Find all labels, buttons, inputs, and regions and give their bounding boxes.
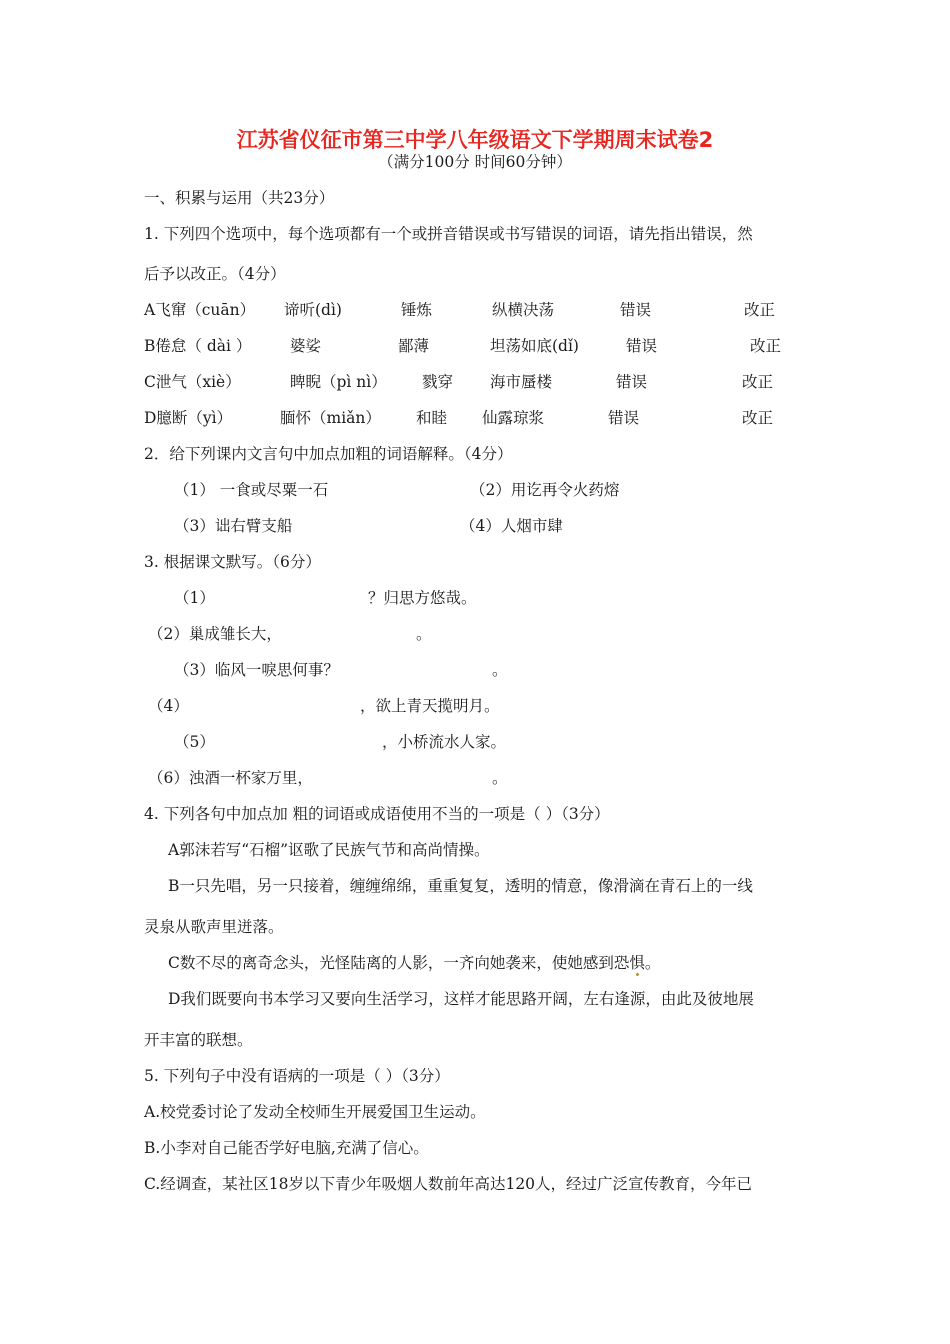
q3-item-2-end: 。 — [416, 625, 432, 643]
q1-option-d-word3: 和睦 — [416, 409, 448, 427]
q1-stem-line2: 后予以改正。（4分） — [144, 265, 286, 283]
q2-stem: 2．给下列课内文言句中加点加粗的词语解释。（4分） — [144, 445, 513, 463]
q1-option-b-fix-label: 改正 — [750, 337, 782, 355]
q4-option-a: A郭沫若写“石榴”讴歌了民族气节和高尚情操。 — [168, 841, 490, 859]
q1-option-a: A飞窜（cuān） — [144, 301, 256, 319]
section-heading: 一、积累与运用（共23分） — [144, 189, 335, 207]
q4-option-c-end: 。 — [644, 954, 661, 972]
q5-option-a: A.校党委讨论了发动全校师生开展爱国卫生运动。 — [144, 1103, 486, 1121]
q3-item-1-text: ？归思方悠哉。 — [368, 589, 477, 607]
q1-option-a-word3: 锤炼 — [401, 301, 433, 319]
q1-option-b-word2: 婆娑 — [290, 337, 322, 355]
q2-item-3: （3）诎右臂支船 — [174, 517, 293, 535]
q1-option-c-error-label: 错误 — [616, 373, 648, 391]
document-title: 江苏省仪征市第三中学八年级语文下学期周末试卷2 — [236, 128, 714, 152]
q4-option-d-line1: D我们既要向书本学习又要向生活学习，这样才能思路开阔，左右逢源，由此及彼地展 — [168, 990, 754, 1008]
q2-item-2: （2）用讫再令火药熔 — [470, 481, 620, 499]
q3-item-3-end: 。 — [492, 661, 508, 679]
q4-option-b-line1: B一只先唱，另一只接着，缠缠绵绵，重重复复，透明的情意，像滑滴在青石上的一线 — [168, 877, 753, 895]
q4-option-b-line2: 灵泉从歌声里迸落。 — [144, 918, 284, 936]
q1-option-b-error-label: 错误 — [626, 337, 658, 355]
q2-item-1: （1） 一食或尽粟一石 — [174, 481, 329, 499]
q1-option-c-fix-label: 改正 — [742, 373, 774, 391]
q5-option-b: B.小李对自己能否学好电脑,充满了信心。 — [144, 1139, 429, 1157]
q1-option-d-fix-label: 改正 — [742, 409, 774, 427]
q3-item-1-label: （1） — [174, 589, 215, 607]
q5-stem: 5. 下列句子中没有语病的一项是（ ）（3分） — [144, 1067, 450, 1085]
q1-option-a-fix-label: 改正 — [744, 301, 776, 319]
q1-option-a-word4: 纵横决荡 — [492, 301, 555, 319]
q3-item-4-text: ，欲上青天揽明月。 — [360, 697, 500, 715]
q1-option-a-error-label: 错误 — [620, 301, 652, 319]
q4-option-c — [168, 953, 660, 973]
q1-option-b: B倦怠（ dài ） — [144, 337, 252, 355]
q4-option-d-line2: 开丰富的联想。 — [144, 1031, 253, 1049]
q2-item-4: （4）人烟市肆 — [460, 517, 563, 535]
q3-item-3-text: （3）临风一唳思何事？ — [174, 661, 339, 679]
q3-item-2-text: （2）巢成雏长大， — [148, 625, 282, 643]
q1-option-b-word4: 坦荡如底(dǐ) — [490, 337, 579, 355]
q1-option-d: D臆断（yì） — [144, 409, 233, 427]
q3-item-5-label: （5） — [174, 733, 215, 751]
q1-option-c-word3: 戮穿 — [422, 373, 454, 391]
q1-option-d-error-label: 错误 — [608, 409, 640, 427]
q1-option-d-word2: 腼怀（miǎn） — [280, 409, 381, 427]
q4-option-c-text: C数不尽的离奇念头，光怪陆离的人影，一齐向她袭来，使她感到恐 — [168, 954, 630, 972]
q5-option-c: C.经调查，某社区18岁以下青少年吸烟人数前年高达120人，经过广泛宣传教育，今年已 — [144, 1175, 753, 1193]
q1-option-a-word2: 谛听(dì) — [284, 301, 342, 319]
q1-option-c-word4: 海市蜃楼 — [490, 373, 553, 391]
q3-item-5-text: ，小桥流水人家。 — [382, 733, 507, 751]
q4-stem: 4. 下列各句中加点加 粗的词语或成语使用不当的一项是（ ）（3分） — [144, 805, 610, 823]
q3-stem: 3. 根据课文默写。（6分） — [144, 553, 321, 571]
q3-item-4-label: （4） — [148, 697, 189, 715]
document-subtitle: （满分100分 时间60分钟） — [378, 153, 572, 171]
q1-option-b-word3: 鄙薄 — [398, 337, 430, 355]
q3-item-6-end: 。 — [492, 769, 508, 787]
q3-item-6-text: （6）浊酒一杯家万里， — [148, 769, 313, 787]
emphasis-dot-word: 惧 — [629, 954, 645, 972]
q1-option-c-word2: 睥睨（pì nì） — [290, 373, 387, 391]
q1-option-d-word4: 仙露琼浆 — [482, 409, 545, 427]
q1-stem-line1: 1. 下列四个选项中，每个选项都有一个或拼音错误或书写错误的词语，请先指出错误，然 — [144, 225, 753, 243]
q1-option-c: C泄气（xiè） — [144, 373, 241, 391]
